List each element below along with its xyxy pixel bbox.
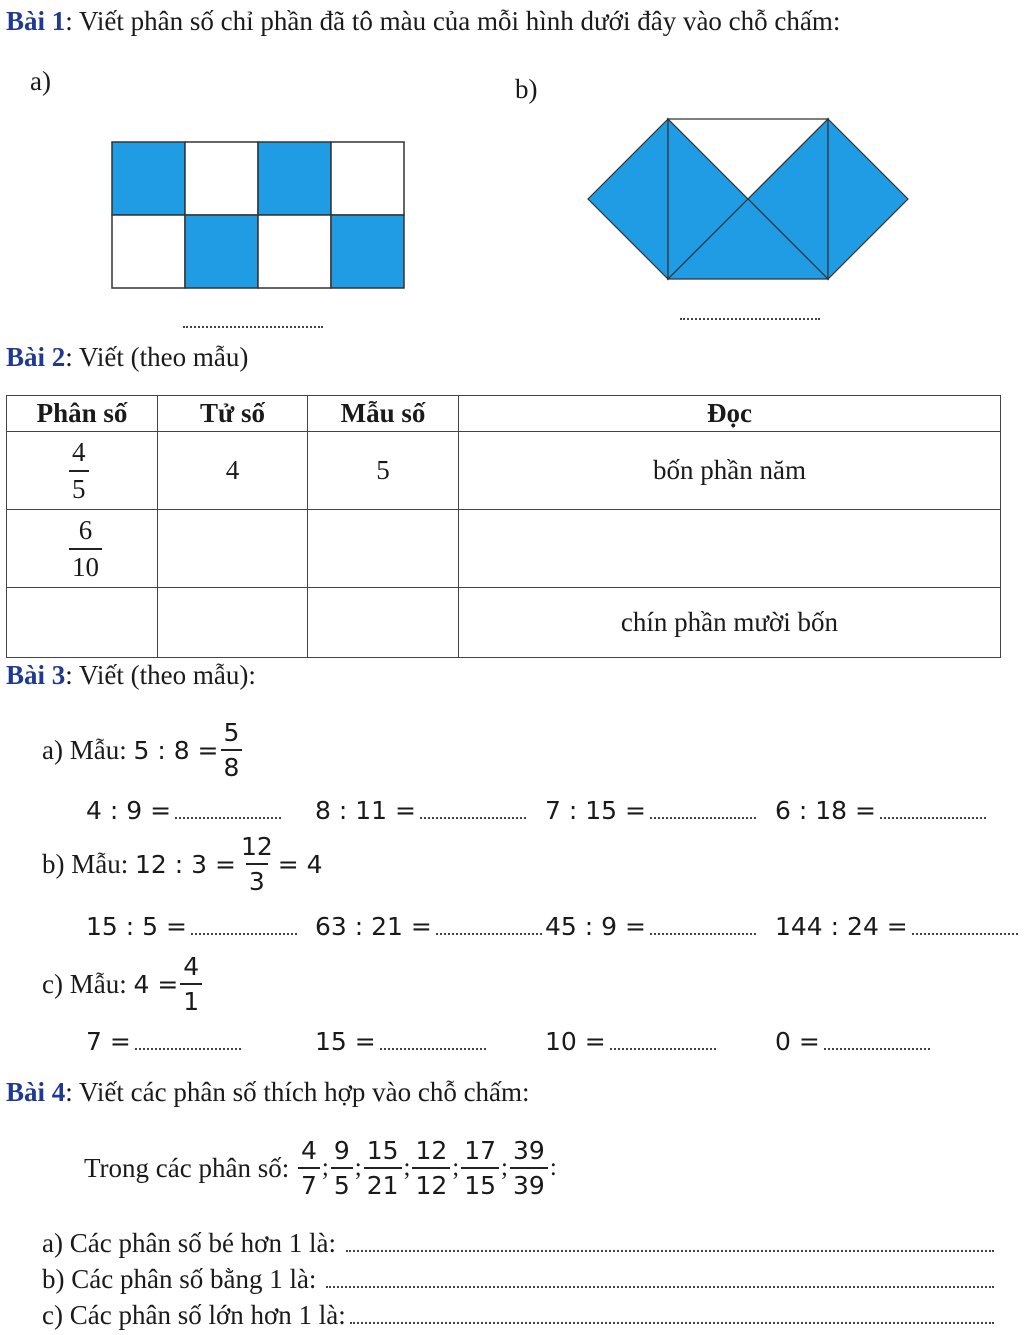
item-label: b) (42, 1264, 65, 1294)
header-phan-so: Phân số (7, 396, 158, 432)
triangle-shaded-right (828, 119, 908, 279)
answer-dots[interactable] (420, 816, 526, 819)
numerator: 4 (183, 952, 200, 981)
bai2-heading (6, 342, 248, 373)
item-expression: 10 = (545, 1027, 606, 1056)
header-mau-so: Mẫu số (308, 396, 459, 432)
denominator: 21 (364, 1167, 402, 1198)
numerator: 9 (333, 1136, 350, 1165)
bai3c-item-3[interactable] (545, 1027, 716, 1056)
bai3b-example (42, 830, 323, 898)
separator: ; (501, 1154, 508, 1181)
grid-cell-unshaded (331, 142, 404, 215)
triangle-shaded-left (588, 119, 668, 279)
bai3a-example (42, 716, 244, 784)
bai3c-item-4[interactable] (775, 1027, 930, 1056)
fraction (364, 1138, 402, 1198)
example-expression: 4 = (133, 969, 179, 999)
example-expression: 5 : 8 = (133, 735, 219, 765)
example-fraction (180, 954, 202, 1014)
separator: ; (452, 1154, 460, 1181)
bai3c-label: c) (42, 968, 63, 999)
answer-dots[interactable] (650, 932, 756, 935)
example-fraction (238, 834, 276, 894)
numerator: 17 (464, 1136, 497, 1165)
fraction (510, 1138, 548, 1198)
bai4-heading (6, 1077, 530, 1108)
item-expression: 8 : 11 = (315, 796, 416, 825)
bai4-item-b (42, 1264, 994, 1295)
cell-tu-so: 4 (158, 432, 308, 510)
cell-tu-so[interactable] (158, 510, 308, 588)
item-text: Các phân số bằng 1 là: (71, 1264, 317, 1294)
bai1-heading (6, 6, 840, 37)
answer-dots[interactable] (380, 1047, 486, 1050)
cell-doc: bốn phần năm (459, 432, 1001, 510)
bai3b-item-4[interactable] (775, 912, 1018, 941)
item-expression: 4 : 9 = (86, 796, 172, 825)
grid-cell-shaded (258, 142, 331, 215)
item-expression: 15 : 5 = (86, 912, 187, 941)
answer-line-b[interactable] (680, 318, 820, 320)
bai3a-item-2[interactable] (315, 796, 526, 825)
answer-dots[interactable] (175, 816, 281, 819)
bai4-intro: Trong các phân số: (84, 1152, 290, 1183)
denominator: 1 (180, 983, 202, 1014)
grid-cell-shaded (112, 142, 185, 215)
table-row (7, 510, 1001, 588)
denominator: 12 (412, 1167, 450, 1198)
cell-fraction[interactable] (7, 588, 158, 658)
bai3-heading (6, 660, 256, 691)
item-expression: 144 : 24 = (775, 912, 908, 941)
mau-label: Mẫu: (71, 848, 129, 879)
separator: ; (403, 1154, 411, 1181)
answer-dots[interactable] (610, 1047, 716, 1050)
bai4-item-a (42, 1228, 994, 1259)
bai3b-item-1[interactable] (86, 912, 297, 941)
item-expression: 0 = (775, 1027, 820, 1056)
answer-dots[interactable] (191, 932, 297, 935)
bai4-instruction: : Viết các phân số thích hợp vào chỗ chấm: (65, 1077, 530, 1107)
bai3c-example (42, 950, 204, 1018)
numerator: 6 (78, 514, 93, 545)
grid-cell-unshaded (258, 215, 331, 288)
cell-mau-so: 5 (308, 432, 459, 510)
table-header-row (7, 396, 1001, 432)
item-expression: 6 : 18 = (775, 796, 876, 825)
bai1-instruction: : Viết phân số chỉ phần đã tô màu của mỗi hình dưới đây vào chỗ chấm: (65, 6, 841, 36)
mau-label: Mẫu: (69, 968, 127, 999)
denominator: 8 (221, 749, 243, 780)
cell-doc[interactable] (459, 510, 1001, 588)
bai3a-item-3[interactable] (545, 796, 756, 825)
numerator: 4 (300, 1136, 317, 1165)
separator: ; (321, 1154, 329, 1181)
cell-tu-so[interactable] (158, 588, 308, 658)
fraction (412, 1138, 450, 1198)
item-text: Các phân số lớn hơn 1 là: (69, 1300, 346, 1330)
answer-dots[interactable] (912, 932, 1018, 935)
denominator: 10 (69, 548, 102, 581)
fraction (298, 1138, 320, 1198)
cell-fraction (7, 510, 158, 588)
item-expression: 7 : 15 = (545, 796, 646, 825)
answer-dots[interactable] (350, 1322, 994, 1324)
cell-mau-so[interactable] (308, 588, 459, 658)
checkerboard-figure (108, 138, 408, 294)
fraction-table (6, 395, 1001, 658)
numerator: 4 (72, 436, 86, 467)
bai1-part-b-label: b) (515, 74, 538, 104)
separator: ; (354, 1154, 362, 1181)
numerator: 12 (240, 832, 273, 861)
grid-cell-shaded (331, 215, 404, 288)
header-doc: Đọc (459, 396, 1001, 432)
end-colon: : (549, 1154, 557, 1181)
bai3b-item-3[interactable] (545, 912, 756, 941)
item-expression: 45 : 9 = (545, 912, 646, 941)
fraction (461, 1138, 499, 1198)
cell-fraction (7, 432, 158, 510)
denominator: 3 (246, 863, 268, 894)
bai3c-item-1[interactable] (86, 1027, 241, 1056)
denominator: 39 (510, 1167, 548, 1198)
numerator: 39 (513, 1136, 545, 1165)
bai3b-item-2[interactable] (315, 912, 542, 941)
bai3c-item-2[interactable] (315, 1027, 486, 1056)
item-expression: 15 = (315, 1027, 376, 1056)
cell-mau-so[interactable] (308, 510, 459, 588)
answer-line-a[interactable] (183, 326, 323, 328)
bai3b-label: b) (42, 848, 65, 879)
item-label: c) (42, 1300, 63, 1330)
answer-dots[interactable] (880, 816, 986, 819)
item-expression: 63 : 21 = (315, 912, 432, 941)
denominator: 15 (461, 1167, 499, 1198)
numerator: 5 (223, 718, 240, 747)
bai2-instruction: : Viết (theo mẫu) (65, 342, 249, 372)
answer-dots[interactable] (436, 932, 542, 935)
table-row (7, 588, 1001, 658)
answer-dots[interactable] (326, 1286, 994, 1288)
fraction (69, 514, 102, 582)
answer-dots[interactable] (135, 1047, 241, 1050)
denominator: 7 (298, 1167, 320, 1198)
grid-cell-shaded (185, 215, 258, 288)
bai4-label: Bài 4 (6, 1077, 66, 1107)
table-row (7, 432, 1001, 510)
answer-dots[interactable] (650, 816, 756, 819)
item-expression: 7 = (86, 1027, 131, 1056)
item-label: a) (42, 1228, 63, 1258)
item-text: Các phân số bé hơn 1 là: (69, 1228, 336, 1258)
grid-cell-unshaded (112, 215, 185, 288)
answer-dots[interactable] (346, 1250, 994, 1252)
bai1-part-a-label: a) (30, 66, 51, 96)
denominator: 5 (69, 470, 89, 503)
numerator: 15 (366, 1136, 399, 1165)
example-expression: 12 : 3 = (135, 849, 236, 879)
numerator: 12 (415, 1136, 448, 1165)
example-result: = 4 (277, 849, 323, 879)
answer-dots[interactable] (824, 1047, 930, 1050)
mau-label: Mẫu: (69, 734, 127, 765)
bai3a-label: a) (42, 734, 63, 765)
bai3a-item-4[interactable] (775, 796, 986, 825)
grid-cell-unshaded (185, 142, 258, 215)
fraction (69, 436, 89, 504)
bai4-item-c (42, 1300, 994, 1331)
header-tu-so: Tử số (158, 396, 308, 432)
bai4-fraction-list (84, 1133, 557, 1203)
bai2-label: Bài 2 (6, 342, 66, 372)
bai3-label: Bài 3 (6, 660, 66, 690)
example-fraction (221, 720, 243, 780)
fraction (331, 1138, 353, 1198)
cell-doc: chín phần mười bốn (459, 588, 1001, 658)
bai3a-item-1[interactable] (86, 796, 281, 825)
bai3-instruction: : Viết (theo mẫu): (65, 660, 256, 690)
triangles-figure (585, 114, 915, 286)
denominator: 5 (331, 1167, 353, 1198)
bai1-label: Bài 1 (6, 6, 66, 36)
